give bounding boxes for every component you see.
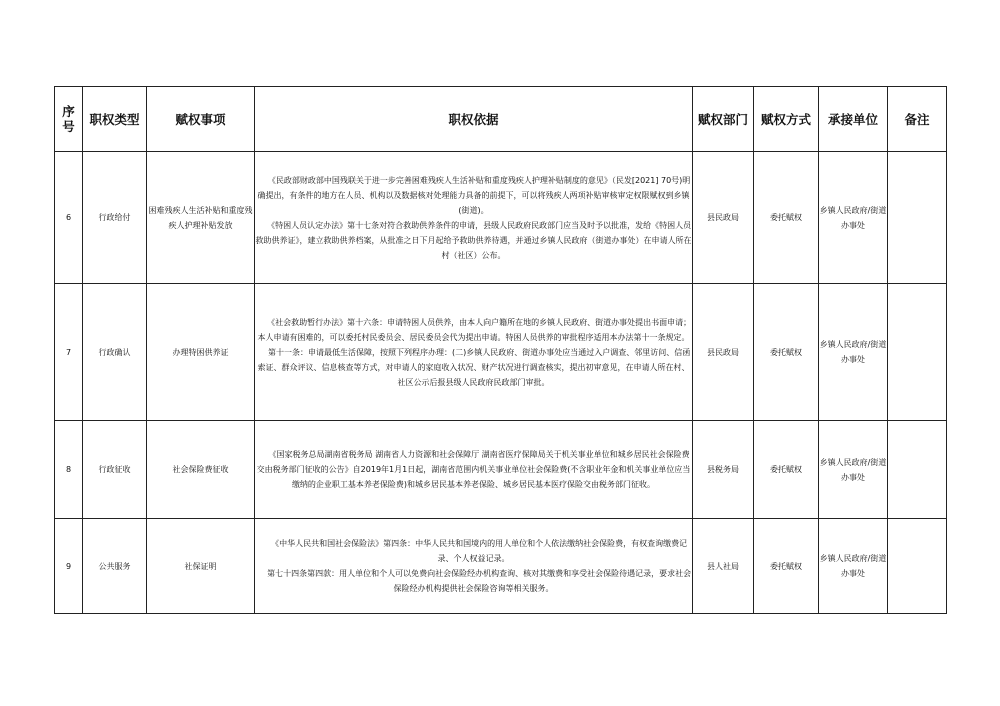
cell-dept: 县税务局 bbox=[693, 421, 754, 519]
table-row bbox=[55, 284, 947, 421]
cell-note bbox=[888, 152, 947, 284]
cell-item: 困难残疾人生活补贴和重度残疾人护理补贴发放 bbox=[147, 152, 255, 284]
cell-mode: 委托赋权 bbox=[754, 152, 819, 284]
cell-dept: 县人社局 bbox=[693, 519, 754, 614]
cell-note bbox=[888, 421, 947, 519]
cell-note bbox=[888, 284, 947, 421]
header-unit: 承接单位 bbox=[819, 87, 888, 152]
cell-type: 行政确认 bbox=[83, 284, 147, 421]
cell-dept: 县民政局 bbox=[693, 152, 754, 284]
header-dept: 赋权部门 bbox=[693, 87, 754, 152]
cell-type: 行政征收 bbox=[83, 421, 147, 519]
cell-dept: 县民政局 bbox=[693, 284, 754, 421]
cell-seq: 6 bbox=[55, 152, 83, 284]
cell-unit: 乡镇人民政府/街道办事处 bbox=[819, 421, 888, 519]
header-row bbox=[55, 87, 947, 152]
authority-table bbox=[54, 86, 947, 614]
cell-item: 办理特困供养证 bbox=[147, 284, 255, 421]
cell-item: 社保证明 bbox=[147, 519, 255, 614]
header-type: 职权类型 bbox=[83, 87, 147, 152]
cell-basis bbox=[255, 284, 693, 421]
cell-seq: 7 bbox=[55, 284, 83, 421]
cell-unit: 乡镇人民政府/街道办事处 bbox=[819, 284, 888, 421]
basis-paragraph: 《特困人员认定办法》第十七条对符合救助供养条件的申请，县级人民政府民政部门应当及时予以批准，发给《特困人员救助供养证》，建立救助供养档案，从批准之日下月起给予救助供养待遇，并通过乡镇人民政府（街道办事处）在申请人所在村（社区）公布。 bbox=[255, 220, 692, 260]
basis-paragraph: 第十一条：申请最低生活保障，按照下列程序办理：(二)乡镇人民政府、街道办事处应当通过入户调查、邻里访问、信函索证、群众评议、信息核查等方式，对申请人的家庭收入状况、财产状况进行调查核实，提出初审意见，在申请人所在村、社区公示后报县级人民政府民政部门审批。 bbox=[257, 347, 691, 387]
cell-type: 公共服务 bbox=[83, 519, 147, 614]
header-seq: 序 号 bbox=[55, 87, 83, 152]
cell-basis bbox=[255, 421, 693, 519]
cell-unit: 乡镇人民政府/街道办事处 bbox=[819, 519, 888, 614]
header-item: 赋权事项 bbox=[147, 87, 255, 152]
cell-item: 社会保险费征收 bbox=[147, 421, 255, 519]
cell-unit: 乡镇人民政府/街道办事处 bbox=[819, 152, 888, 284]
basis-paragraph: 《中华人民共和国社会保险法》第四条：中华人民共和国境内的用人单位和个人依法缴纳社会保险费，有权查询缴费记录、个人权益记录。 bbox=[271, 539, 688, 563]
table-row bbox=[55, 519, 947, 614]
header-mode: 赋权方式 bbox=[754, 87, 819, 152]
table-row bbox=[55, 421, 947, 519]
cell-seq: 9 bbox=[55, 519, 83, 614]
cell-type: 行政给付 bbox=[83, 152, 147, 284]
header-basis: 职权依据 bbox=[255, 87, 693, 152]
cell-mode: 委托赋权 bbox=[754, 519, 819, 614]
basis-paragraph: 《民政部财政部中国残联关于进一步完善困难残疾人生活补贴和重度残疾人护理补贴制度的意见》（民发[2021] 70号)明确提出，有条件的地方在人员、机构以及数据核对处理能力具备的前提下，可以将残疾人两项补贴审核审定权限赋权到乡镇(街道)。 bbox=[257, 175, 691, 215]
basis-paragraph: 《国家税务总局湖南省税务局 湖南省人力资源和社会保障厅 湖南省医疗保障局关于机关事业单位和城乡居民社会保险费交由税务部门征收的公告》自2019年1月1日起，湖南省范围内机关事业单位社会保险费(不含职业年金和机关事业单位应当缴纳的企业职工基本养老保险费)和城乡居民基本养老保险、城乡居民基本医疗保险交由税务部门征收。 bbox=[256, 450, 691, 489]
basis-paragraph: 《社会救助暂行办法》第十六条：申请特困人员供养，由本人向户籍所在地的乡镇人民政府、街道办事处提出书面申请；本人申请有困难的，可以委托村民委员会、居民委员会代为提出申请。特困人员供养的审批程序适用本办法第十一条规定。 bbox=[257, 317, 692, 342]
cell-mode: 委托赋权 bbox=[754, 421, 819, 519]
basis-paragraph: 第七十四条第四款：用人单位和个人可以免费向社会保险经办机构查询、核对其缴费和享受社会保险待遇记录，要求社会保险经办机构提供社会保险咨询等相关服务。 bbox=[267, 569, 692, 593]
table-row bbox=[55, 152, 947, 284]
cell-mode: 委托赋权 bbox=[754, 284, 819, 421]
cell-seq: 8 bbox=[55, 421, 83, 519]
cell-note bbox=[888, 519, 947, 614]
cell-basis bbox=[255, 519, 693, 614]
header-note: 备注 bbox=[888, 87, 947, 152]
cell-basis bbox=[255, 152, 693, 284]
